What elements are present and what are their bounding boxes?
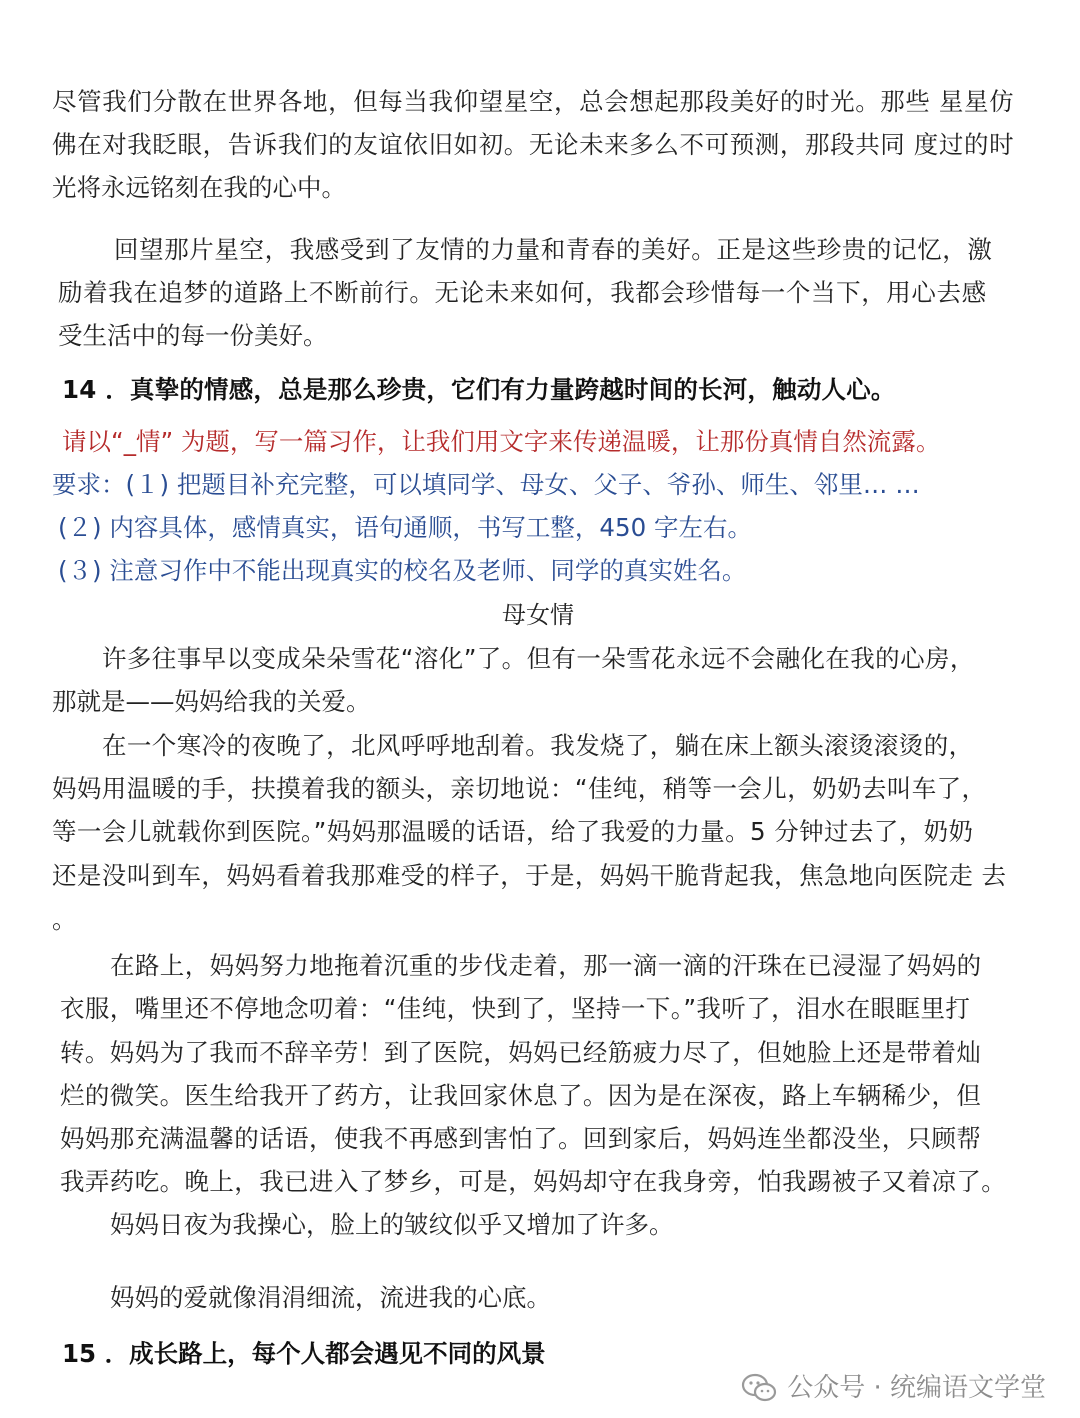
requirement-3: (３) 注意习作中不能出现真实的校名及老师、同学的真实姓名。 <box>58 556 747 585</box>
essay-line: 妈妈那充满温馨的话语，使我不再感到害怕了。回到家后，妈妈连坐都没坐，只顾帮 <box>60 1124 982 1153</box>
wechat-icon <box>741 1373 777 1403</box>
essay-line: 那就是——妈妈给我的关爱。 <box>52 687 371 716</box>
essay-line: 转。妈妈为了我而不辞辛劳！到了医院，妈妈已经筋疲力尽了，但她脸上还是带着灿 <box>60 1038 982 1067</box>
essay-line: 还是没叫到车，妈妈看着我那难受的样子，于是，妈妈干脆背起我，焦急地向医院走 去 <box>52 861 1007 890</box>
essay-line: 在路上，妈妈努力地拖着沉重的步伐走着，那一滴一滴的汗珠在已浸湿了妈妈的 <box>110 951 982 980</box>
essay-line: 妈妈日夜为我操心，脸上的皱纹似乎又增加了许多。 <box>110 1210 674 1239</box>
paragraph-line: 回望那片星空，我感受到了友情的力量和青春的美好。正是这些珍贵的记忆，激 <box>114 235 993 264</box>
paragraph-line: 佛在对我眨眼，告诉我们的友谊依旧如初。无论未来多么不可预测，那段共同 度过的时 <box>52 130 1015 159</box>
paragraph-line: 受生活中的每一份美好。 <box>58 321 328 350</box>
essay-title: 母女情 <box>502 601 574 629</box>
essay-prompt: 请以“_情” 为题，写一篇习作，让我们用文字来传递温暖，让那份真情自然流露。 <box>62 427 941 456</box>
essay-line: 衣服，嘴里还不停地念叨着：“佳纯，快到了，坚持一下。”我听了，泪水在眼眶里打 <box>60 994 971 1023</box>
essay-line: 。 <box>52 905 77 934</box>
essay-line: 在一个寒冷的夜晚了，北风呼呼地刮着。我发烧了，躺在床上额头滚烫滚烫的， <box>102 731 974 760</box>
watermark <box>741 1370 1046 1406</box>
requirement-2: (２) 内容具体，感情真实，语句通顺，书写工整，450 字左右。 <box>58 513 752 542</box>
paragraph-line: 励着我在追梦的道路上不断前行。无论未来如何，我都会珍惜每一个当下，用心去感 <box>58 278 987 307</box>
essay-line: 妈妈用温暖的手，扶摸着我的额头，亲切地说：“佳纯，稍等一会儿，奶奶去叫车了， <box>52 774 987 803</box>
question-15-heading: 15 ．成长路上，每个人都会遇见不同的风景 <box>62 1339 546 1368</box>
watermark-text: 公众号 · 统编语文学堂 <box>787 1373 1046 1403</box>
paragraph-line: 尽管我们分散在世界各地，但每当我仰望星空，总会想起那段美好的时光。那些 星星仿 <box>52 87 1015 116</box>
essay-line: 许多往事早以变成朵朵雪花“溶化”了。但有一朵雪花永远不会融化在我的心房， <box>102 644 975 673</box>
requirement-1: 要求：(１) 把题目补充完整，可以填同学、母女、父子、爷孙、师生、邻里… … <box>52 470 920 499</box>
essay-line: 妈妈的爱就像涓涓细流，流进我的心底。 <box>110 1283 551 1312</box>
essay-line: 等一会儿就载你到医院。”妈妈那温暖的话语，给了我爱的力量。5 分钟过去了，奶奶 <box>52 817 974 846</box>
paragraph-line: 光将永远铭刻在我的心中。 <box>52 173 346 202</box>
essay-line: 我弄药吃。晚上，我已进入了梦乡，可是，妈妈却守在我身旁，怕我踢被子又着凉了。 <box>60 1167 1007 1196</box>
question-14-heading: 14 ．真挚的情感，总是那么珍贵，它们有力量跨越时间的长河，触动人心。 <box>62 375 896 404</box>
essay-line: 烂的微笑。医生给我开了药方，让我回家休息了。因为是在深夜，路上车辆稀少，但 <box>60 1081 982 1110</box>
